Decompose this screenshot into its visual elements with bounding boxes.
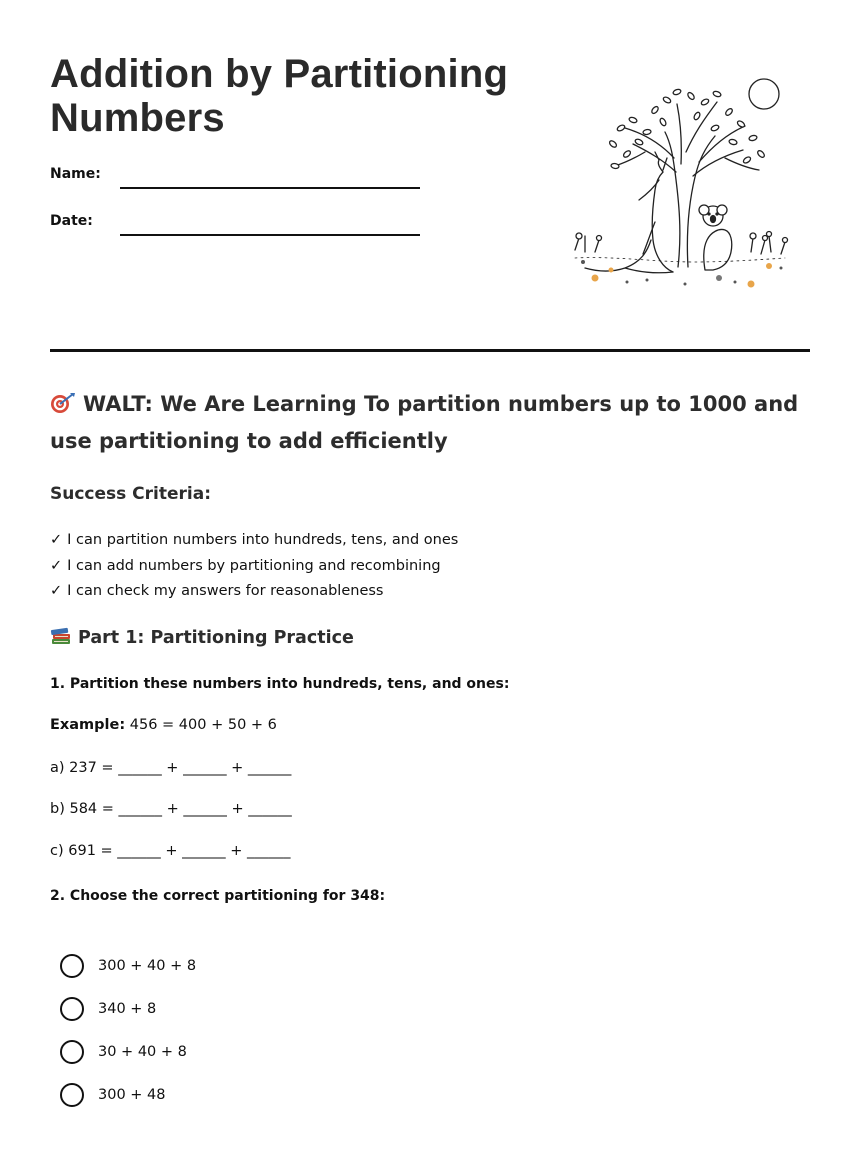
answer-option[interactable] <box>60 996 156 1022</box>
worksheet-page <box>50 0 810 1161</box>
success-criteria-list <box>50 528 458 605</box>
question-2-title: 2. Choose the correct partitioning for 348: <box>50 888 386 904</box>
part1-heading <box>50 626 354 648</box>
criteria-item <box>50 528 458 554</box>
moon-icon <box>749 79 779 109</box>
question-1-title: 1. Partition these numbers into hundreds, tens, and ones: <box>50 676 510 692</box>
walt-heading <box>50 386 810 460</box>
section-divider <box>50 349 810 352</box>
example-label: Example: <box>50 717 126 733</box>
check-icon: ✓ <box>50 532 63 548</box>
criteria-item <box>50 554 458 580</box>
page-title: Addition by Partitioning Numbers <box>50 52 509 140</box>
check-icon: ✓ <box>50 583 63 599</box>
date-field[interactable] <box>120 234 420 236</box>
example-text: 456 = 400 + 50 + 6 <box>125 717 277 733</box>
walt-text: WALT: We Are Learning To partition numbers up to 1000 and use partitioning to add efficiently <box>50 392 799 453</box>
radio-button[interactable] <box>60 997 84 1021</box>
option-label: 30 + 40 + 8 <box>98 1044 187 1060</box>
radio-button[interactable] <box>60 1083 84 1107</box>
option-label: 300 + 48 <box>98 1087 166 1103</box>
partition-item-a[interactable]: a) 237 = ______ + ______ + ______ <box>50 760 292 776</box>
partition-item-c[interactable]: c) 691 = ______ + ______ + ______ <box>50 843 291 859</box>
radio-button[interactable] <box>60 954 84 978</box>
kangaroo-koala-tree-illustration <box>555 72 790 300</box>
criteria-text: I can add numbers by partitioning and recombining <box>67 557 441 574</box>
success-criteria-title: Success Criteria: <box>50 484 212 504</box>
radio-button[interactable] <box>60 1040 84 1064</box>
criteria-text: I can partition numbers into hundreds, tens, and ones <box>67 532 459 548</box>
example-line <box>50 717 277 733</box>
answer-option[interactable] <box>60 953 196 979</box>
target-icon <box>50 392 76 414</box>
books-icon <box>50 626 72 646</box>
partition-item-b[interactable]: b) 584 = ______ + ______ + ______ <box>50 801 292 817</box>
criteria-text: I can check my answers for reasonableness <box>67 583 384 599</box>
answer-option[interactable] <box>60 1039 187 1065</box>
criteria-item <box>50 579 458 605</box>
name-field[interactable] <box>120 187 420 189</box>
option-label: 340 + 8 <box>98 1001 157 1017</box>
option-label: 300 + 40 + 8 <box>98 958 197 974</box>
name-label: Name: <box>50 166 101 182</box>
part1-title-text: Part 1: Partitioning Practice <box>78 628 354 648</box>
answer-option[interactable] <box>60 1082 166 1108</box>
date-label: Date: <box>50 213 93 229</box>
check-icon: ✓ <box>50 557 63 574</box>
